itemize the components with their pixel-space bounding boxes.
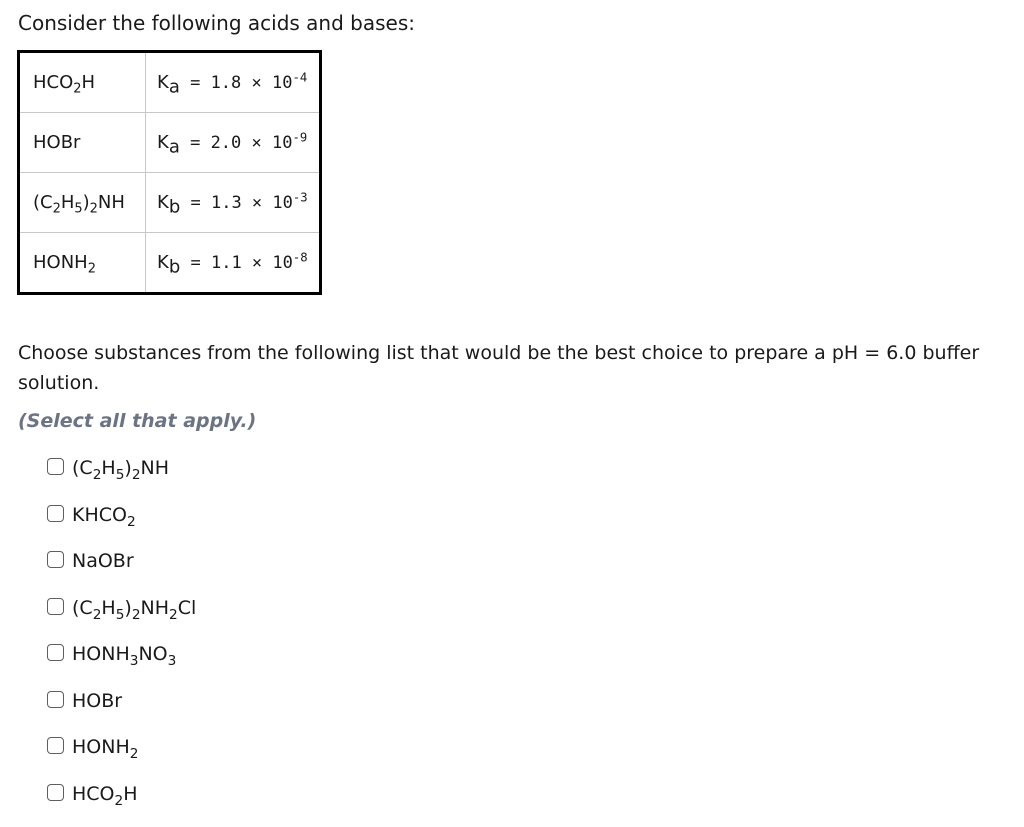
question-text: Choose substances from the following list that would be the best choice to prepare a pH = 6.0 buffer solution. [18, 338, 1008, 398]
acid-base-constants-table [17, 50, 322, 295]
constant-cell: $K_a = 1.8 \times 10^{-4}$ [146, 52, 321, 113]
compound-cell: $HONH_2$ [19, 233, 146, 294]
constant-cell: $K_b = 1.3 \times 10^{-3}$ [146, 173, 321, 233]
option-label[interactable]: $(C_2H_5)_2NH$ [72, 455, 169, 481]
option-label[interactable]: $HONH_3NO_3$ [72, 641, 176, 667]
option-label[interactable]: $HONH_2$ [72, 734, 138, 760]
table-row [19, 113, 321, 173]
checkbox[interactable] [47, 598, 64, 615]
table-row [19, 52, 321, 113]
constant-cell: $K_b = 1.1 \times 10^{-8}$ [146, 233, 321, 294]
checkbox[interactable] [47, 551, 64, 568]
table-row [19, 233, 321, 294]
option-label[interactable]: HOBr [72, 688, 122, 714]
checkbox[interactable] [47, 691, 64, 708]
option-label[interactable]: NaOBr [72, 548, 134, 574]
compound-cell: $HCO_2H$ [19, 52, 146, 113]
compound-cell: $(C_2H_5)_2NH$ [19, 173, 146, 233]
compound-cell: HOBr [19, 113, 146, 173]
option-naobr[interactable] [47, 548, 196, 595]
option-hobr[interactable] [47, 688, 196, 735]
select-all-hint: (Select all that apply.) [18, 410, 256, 432]
option-label[interactable]: $KHCO_2$ [72, 502, 136, 528]
option-honh2[interactable] [47, 734, 196, 781]
checkbox[interactable] [47, 644, 64, 661]
option-diethylamine[interactable] [47, 455, 196, 502]
checkbox[interactable] [47, 458, 64, 475]
checkbox[interactable] [47, 505, 64, 522]
checkbox[interactable] [47, 737, 64, 754]
constant-cell: $K_a = 2.0 \times 10^{-9}$ [146, 113, 321, 173]
option-hco2h[interactable] [47, 781, 196, 827]
option-khco2[interactable] [47, 502, 196, 549]
answer-options [47, 455, 196, 827]
checkbox[interactable] [47, 784, 64, 801]
table-row [19, 173, 321, 233]
option-label[interactable]: $(C_2H_5)_2NH_2Cl$ [72, 595, 196, 621]
option-label[interactable]: $HCO_2H$ [72, 781, 138, 807]
intro-text: Consider the following acids and bases: [18, 11, 415, 35]
option-diethylammonium-chloride[interactable] [47, 595, 196, 642]
option-honh3no3[interactable] [47, 641, 196, 688]
